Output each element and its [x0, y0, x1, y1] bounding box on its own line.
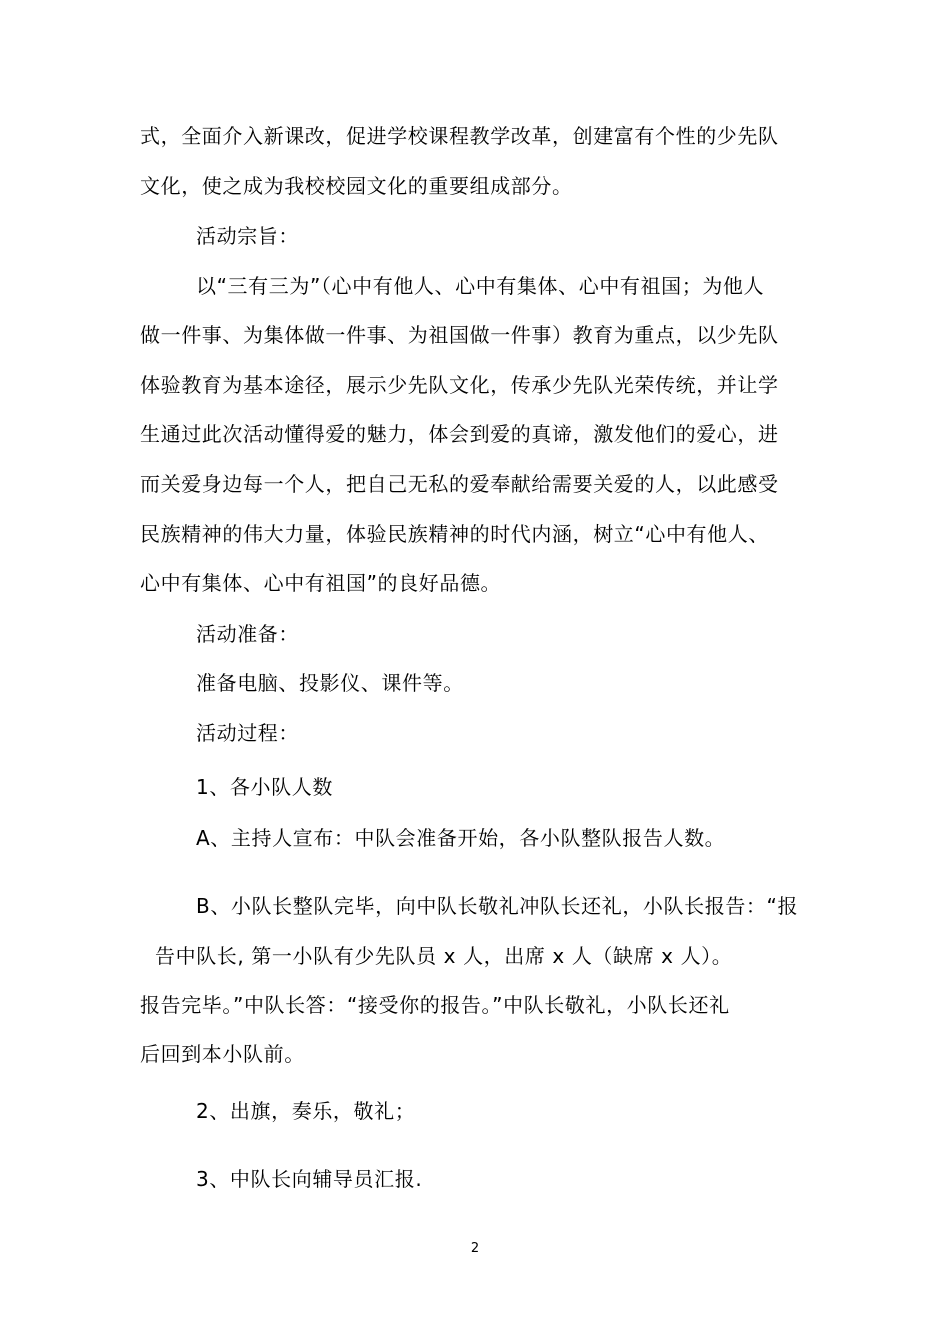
section-heading-process: 活动过程：	[196, 721, 299, 745]
text-line: 文化，使之成为我校校园文化的重要组成部分。	[140, 174, 573, 198]
text-line: 后回到本小队前。	[140, 1042, 305, 1066]
text-line: 心中有集体、心中有祖国”的良好品德。	[140, 571, 502, 595]
text-line: 准备电脑、投影仪、课件等。	[196, 671, 464, 695]
text-line: 体验教育为基本途径，展示少先队文化，传承少先队光荣传统，并让学	[140, 373, 779, 397]
list-item: 1、各小队人数	[196, 775, 333, 799]
text-line: 民族精神的伟大力量，体验民族精神的时代内涵，树立“心中有他人、	[140, 522, 769, 546]
text-line: 做一件事、为集体做一件事、为祖国做一件事）教育为重点，以少先队	[140, 323, 779, 347]
text-line: 报告完毕。”中队长答：“接受你的报告。”中队长敬礼，小队长还礼	[140, 993, 730, 1017]
text-line: 告中队长, 第一小队有少先队员 x 人，出席 x 人（缺席 x 人）。	[155, 944, 733, 968]
list-item: B、小队长整队完毕，向中队长敬礼冲队长还礼，小队长报告：“报	[196, 894, 799, 918]
text-line: 而关爱身边每一个人，把自己无私的爱奉献给需要关爱的人，以此感受	[140, 472, 779, 496]
text-line: 以“三有三为”（心中有他人、心中有集体、心中有祖国；为他人	[196, 274, 765, 298]
section-heading-purpose: 活动宗旨：	[196, 224, 299, 248]
list-item: 2、出旗，奏乐，敬礼；	[196, 1099, 416, 1123]
text-line: 式，全面介入新课改，促进学校课程教学改革，创建富有个性的少先队	[140, 124, 779, 148]
list-item: A、主持人宣布：中队会准备开始，各小队整队报告人数。	[196, 826, 726, 850]
list-item: 3、中队长向辅导员汇报.	[196, 1167, 423, 1191]
section-heading-preparation: 活动准备：	[196, 622, 299, 646]
text-line: 生通过此次活动懂得爱的魅力，体会到爱的真谛，激发他们的爱心，进	[140, 422, 779, 446]
page-number: 2	[470, 1241, 480, 1256]
